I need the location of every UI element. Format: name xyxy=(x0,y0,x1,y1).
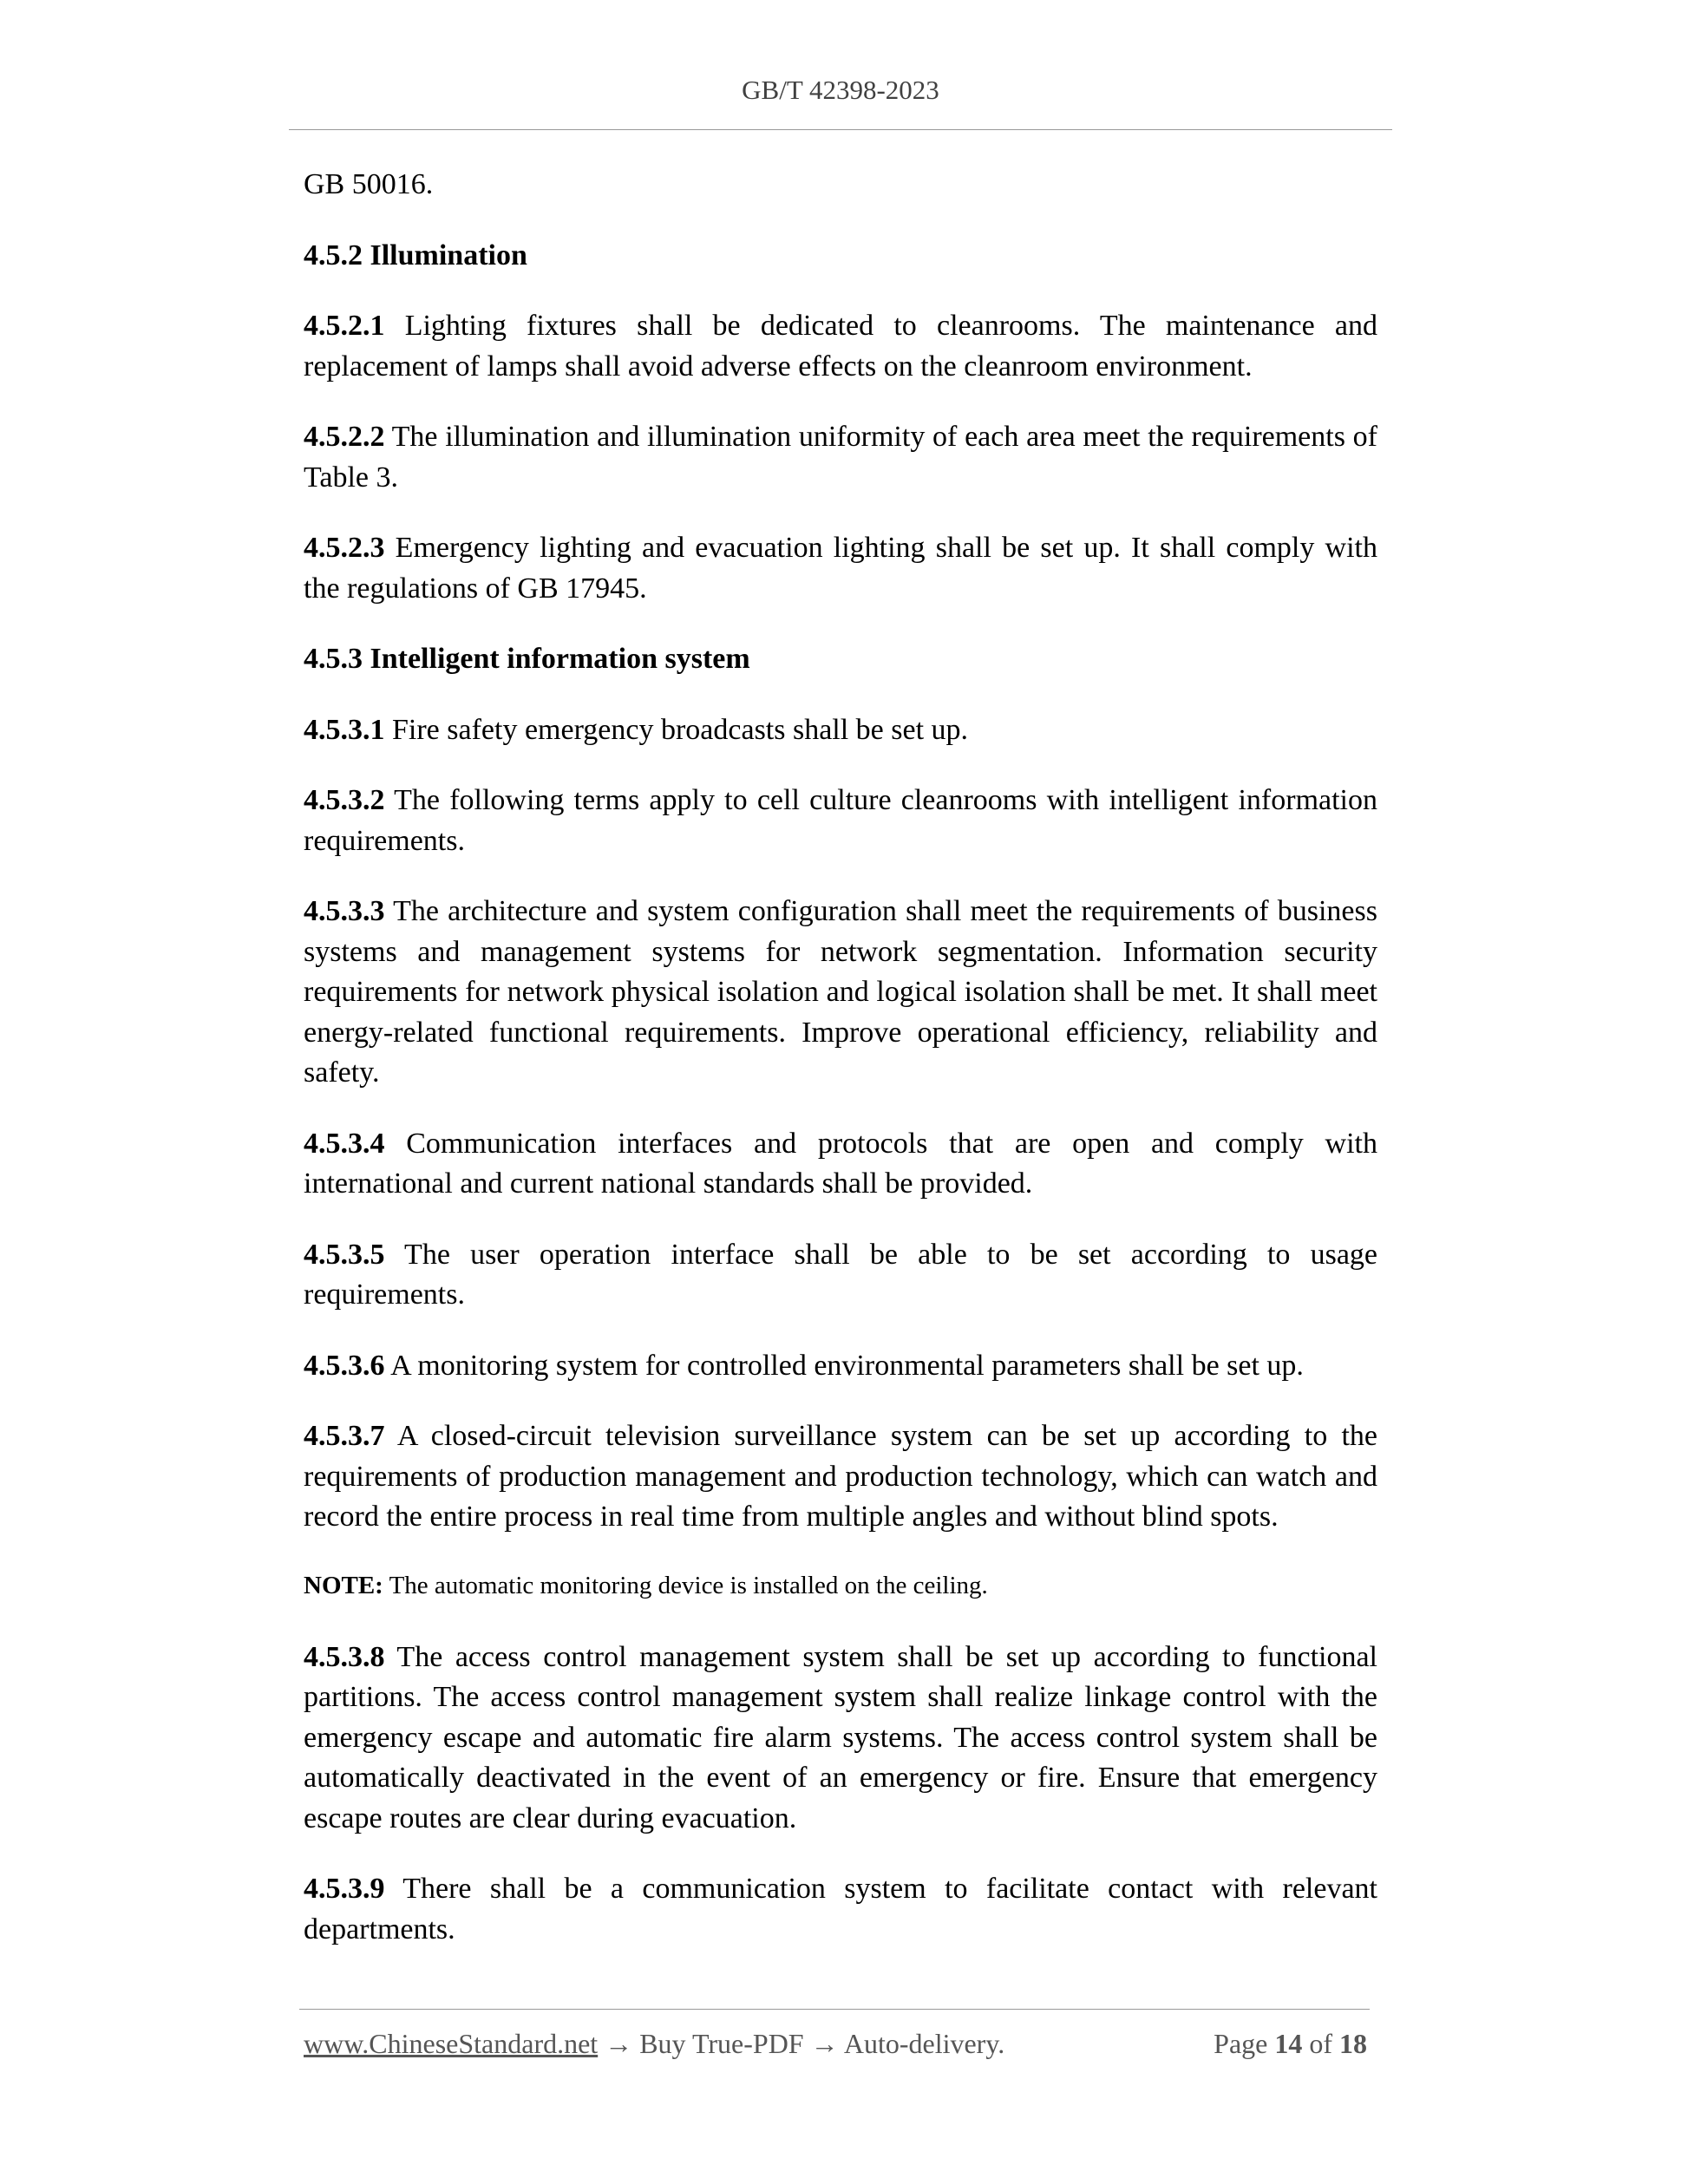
clause-text: The illumination and illumination uniformity of each area meet the requirements of Table 3. xyxy=(304,421,1377,494)
clause-number: 4.5.3.6 xyxy=(304,1349,385,1382)
clause-4-5-3-5 xyxy=(304,1235,1377,1316)
website-link[interactable]: www.ChineseStandard.net xyxy=(304,2028,599,2059)
clause-text: The following terms apply to cell culture cleanrooms with intelligent information requirements. xyxy=(304,784,1377,857)
note-label: NOTE: xyxy=(304,1571,383,1599)
arrow-right-icon: → xyxy=(810,2028,839,2059)
clause-4-5-3-7 xyxy=(304,1416,1377,1538)
clause-4-5-3-6 xyxy=(304,1346,1377,1387)
clause-4-5-3-9 xyxy=(304,1869,1377,1950)
clause-number: 4.5.3.8 xyxy=(304,1640,385,1673)
clause-number: 4.5.3.2 xyxy=(304,784,385,816)
of-label: of xyxy=(1302,2028,1339,2059)
clause-number: 4.5.3.5 xyxy=(304,1238,385,1271)
clause-number: 4.5.3.7 xyxy=(304,1420,385,1452)
section-heading-4-5-2: 4.5.2 Illumination xyxy=(304,239,527,271)
clause-4-5-3-4 xyxy=(304,1124,1377,1205)
clause-text: Communication interfaces and protocols that are open and comply with international and current national standards shall be provided. xyxy=(304,1127,1377,1200)
clause-text: Fire safety emergency broadcasts shall be set up. xyxy=(384,713,969,746)
total-pages-number: 18 xyxy=(1339,2028,1367,2059)
clause-text: The user operation interface shall be able to be set according to usage requirements. xyxy=(304,1238,1377,1311)
clause-text: A monitoring system for controlled environmental parameters shall be set up. xyxy=(384,1349,1304,1382)
clause-4-5-3-1 xyxy=(304,710,1377,751)
clause-text: The access control management system shall be set up according to functional partitions. The access control management system shall realize linkage control with the emergency escape and automatic fire alarm systems. The access control system shall be automatically deactivated in the event of an emergency or fire. Ensure that emergency escape routes are clear during evacuation. xyxy=(304,1640,1377,1834)
page-indicator xyxy=(1214,2028,1367,2060)
clause-number: 4.5.3.3 xyxy=(304,895,385,927)
clause-4-5-2-3 xyxy=(304,528,1377,609)
clause-4-5-2-1 xyxy=(304,306,1377,387)
clause-4-5-3-2 xyxy=(304,781,1377,861)
clause-text: There shall be a communication system to facilitate contact with relevant departments. xyxy=(304,1873,1377,1945)
clause-4-5-2-2 xyxy=(304,417,1377,498)
clause-text: Emergency lighting and evacuation lighting shall be set up. It shall comply with the regulations of GB 17945. xyxy=(304,532,1377,605)
clause-4-5-3-8 xyxy=(304,1638,1377,1840)
clause-number: 4.5.3.1 xyxy=(304,713,385,746)
clause-number: 4.5.2.1 xyxy=(304,310,385,342)
auto-delivery-text: Auto-delivery. xyxy=(838,2028,1005,2059)
current-page-number: 14 xyxy=(1274,2028,1303,2059)
paragraph-text: GB 50016. xyxy=(304,168,434,200)
clause-number: 4.5.3.9 xyxy=(304,1873,385,1905)
paragraph-continuation xyxy=(304,165,1377,206)
document-id-header: GB/T 42398-2023 xyxy=(742,75,939,105)
clause-text: The architecture and system configuration shall meet the requirements of business systems and management systems for network segmentation. Information security requirements for network physical isolation and logical isolation shall be met. It shall meet energy-related functional requirements. Improve operational efficiency, reliability and safety. xyxy=(304,895,1377,1089)
clause-number: 4.5.3.4 xyxy=(304,1127,385,1160)
clause-number: 4.5.2.2 xyxy=(304,421,385,453)
clause-text: A closed-circuit television surveillance system can be set up according to the requirements of production management and production technology, which can watch and record the entire process in real time from multiple angles and without blind spots. xyxy=(304,1420,1377,1533)
note-text: The automatic monitoring device is installed on the ceiling. xyxy=(383,1571,988,1599)
section-heading-4-5-3: 4.5.3 Intelligent information system xyxy=(304,643,750,675)
clause-number: 4.5.2.3 xyxy=(304,532,385,564)
buy-pdf-text: Buy True-PDF xyxy=(632,2028,811,2059)
footer-divider xyxy=(299,2009,1370,2010)
clause-text: Lighting fixtures shall be dedicated to cleanrooms. The maintenance and replacement of lamps shall avoid adverse effects on the cleanroom environment. xyxy=(304,310,1377,383)
footer-promo xyxy=(304,2028,1004,2060)
document-body xyxy=(304,165,1377,1980)
arrow-right-icon: → xyxy=(605,2028,633,2059)
page-label: Page xyxy=(1214,2028,1275,2059)
header-divider xyxy=(289,129,1392,130)
clause-4-5-3-3 xyxy=(304,892,1377,1094)
note xyxy=(304,1568,1377,1603)
